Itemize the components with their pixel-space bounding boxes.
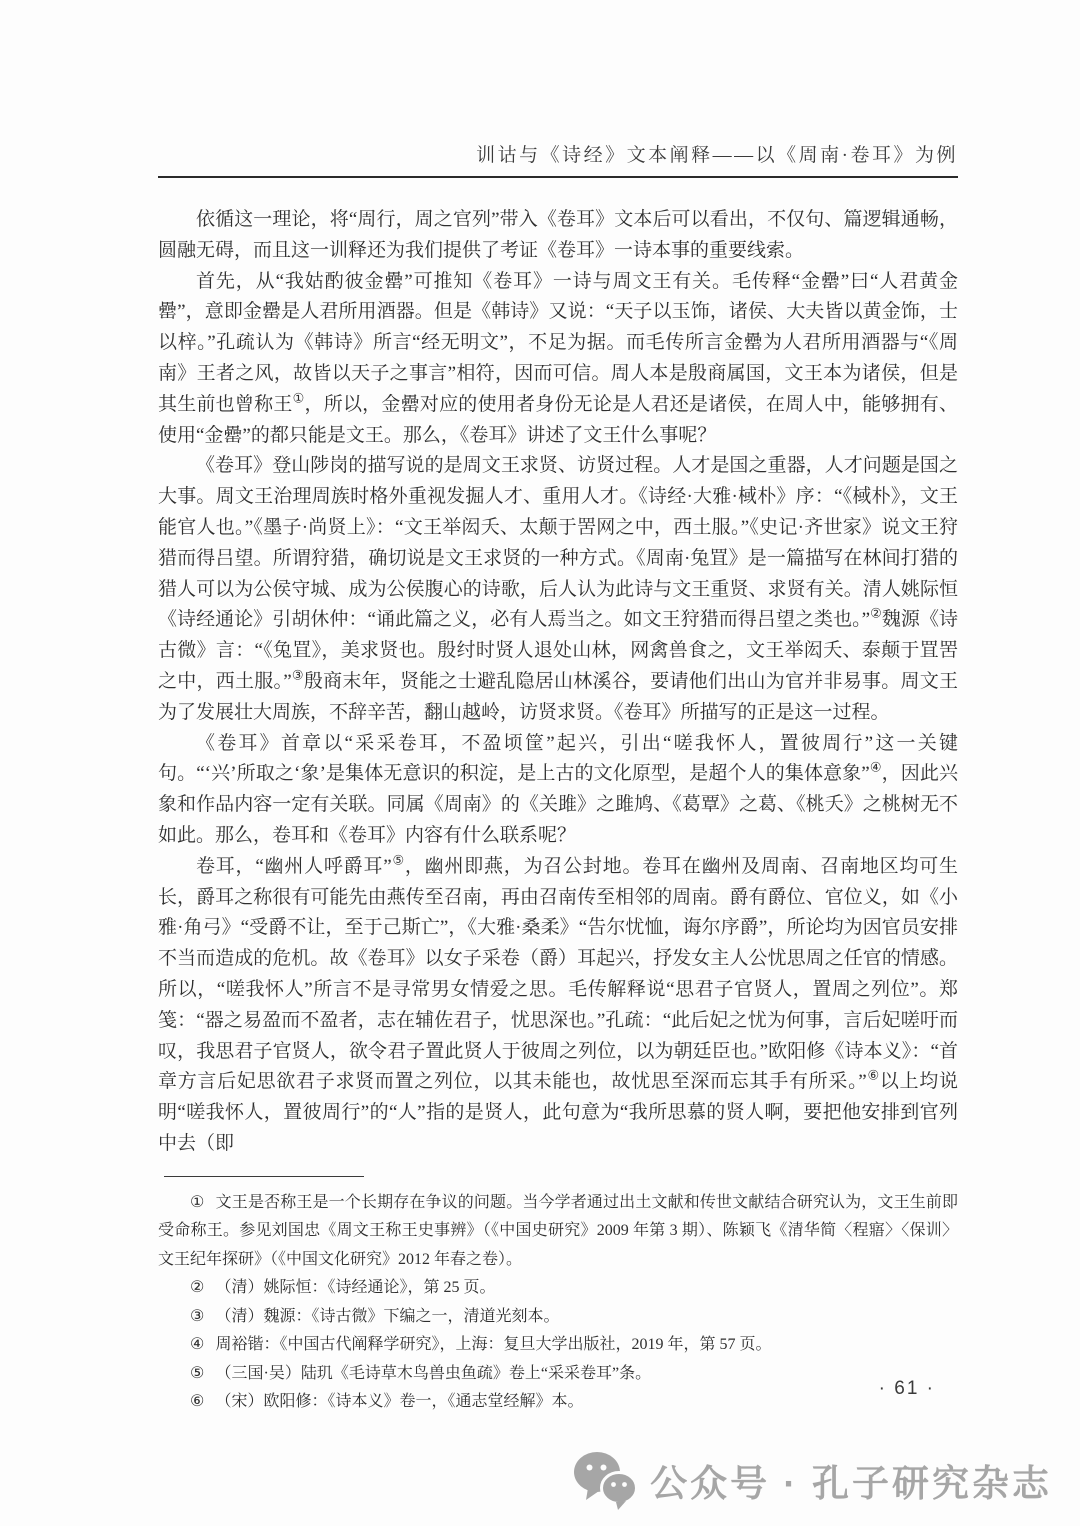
footnote-text: 周裕锴：《中国古代阐释学研究》，上海：复旦大学出版社，2019 年，第 57 页。 — [215, 1336, 772, 1354]
footnote-item — [158, 1189, 958, 1275]
article-body — [158, 205, 958, 1160]
footnote-marker: ② — [190, 1279, 205, 1297]
header-rule — [158, 176, 958, 178]
footnote-text: （清）姚际恒：《诗经通论》，第 25 页。 — [215, 1279, 496, 1297]
footnote-item — [158, 1303, 958, 1332]
wechat-banner — [572, 1450, 1052, 1510]
footnote-separator — [164, 1176, 364, 1177]
footnote-text: （宋）欧阳修：《诗本义》卷一，《通志堂经解》本。 — [215, 1393, 584, 1411]
page-content — [158, 140, 958, 1417]
footnote-marker: ④ — [190, 1336, 205, 1354]
wechat-icon — [572, 1450, 638, 1510]
page-number: · 61 · — [878, 1378, 935, 1399]
footnote-item — [158, 1388, 958, 1417]
body-paragraph: 卷耳，“幽州人呼爵耳”⑤，幽州即燕，为召公封地。卷耳在幽州及周南、召南地区均可生长，爵耳之称很有可能先由燕传至召南，再由召南传至相邻的周南。爵有爵位、官位义，如《小雅·角弓》“受爵不让，至于己斯亡”，《大雅·桑柔》“告尔忧恤，诲尔序爵”，所论均为因官员安排不当而造成的危机。故《卷耳》以女子采卷（爵）耳起兴，抒发女主人公忧思周之任官的情感。所以，“嗟我怀人”所言不是寻常男女情爱之思。毛传解释说“思君子官贤人，置周之列位”。郑笺：“器之易盈而不盈者，志在辅佐君子，忧思深也。”孔疏：“此后妃之忧为何事，言后妃嗟吁而叹，我思君子官贤人，欲令君子置此贤人于彼周之列位，以为朝廷臣也。”欧阳修《诗本义》：“首章方言后妃思欲君子求贤而置之列位，以其未能也，故忧思至深而忘其手有所采。”⑥以上均说明“嗟我怀人，置彼周行”的“人”指的是贤人，此句意为“我所思慕的贤人啊，要把他安排到官列中去（即 — [158, 852, 958, 1154]
footnote-text: （清）魏源：《诗古微》下编之一，清道光刻本。 — [215, 1307, 560, 1325]
banner-text: 公众号 · 孔子研究杂志 — [650, 1463, 1052, 1504]
body-paragraph: 依循这一理论，将“周行，周之官列”带入《卷耳》文本后可以看出，不仅句、篇逻辑通畅，圆融无碍，而且这一训释还为我们提供了考证《卷耳》一诗本事的重要线索。 — [158, 209, 958, 261]
body-paragraph: 首先，从“我姑酌彼金罍”可推知《卷耳》一诗与周文王有关。毛传释“金罍”曰“人君黄金罍”，意即金罍是人君所用酒器。但是《韩诗》又说：“天子以玉饰，诸侯、大夫皆以黄金饰，士以梓。”孔疏认为《韩诗》所言“经无明文”，不足为据。而毛传所言金罍为人君所用酒器与“《周南》王者之风，故皆以天子之事言”相符，因而可信。周人本是殷商属国，文王本为诸侯，但是其生前也曾称王①，所以，金罍对应的使用者身份无论是人君还是诸侯，在周人中，能够拥有、使用“金罍”的都只能是文王。那么，《卷耳》讲述了文王什么事呢？ — [158, 270, 958, 446]
footnote-text: （三国·吴）陆玑《毛诗草木鸟兽虫鱼疏》卷上“采采卷耳”条。 — [215, 1364, 652, 1382]
running-head-title: 训诂与《诗经》文本阐释——以《周南·卷耳》为例 — [476, 145, 958, 166]
footnote-marker: ⑤ — [190, 1364, 205, 1382]
footnote-item — [158, 1274, 958, 1303]
body-paragraph: 《卷耳》首章以“采采卷耳，不盈顷筐”起兴，引出“嗟我怀人，置彼周行”这一关键句。“‘兴’所取之‘象’是集体无意识的积淀，是上古的文化原型，是超个人的集体意象”④，因此兴象和作品内容一定有关联。同属《周南》的《关雎》之雎鸠、《葛覃》之葛、《桃夭》之桃树无不如此。那么，卷耳和《卷耳》内容有什么联系呢？ — [158, 732, 958, 846]
footnote-marker: ⑥ — [190, 1393, 205, 1411]
footnote-marker: ③ — [190, 1307, 205, 1325]
footnote-item — [158, 1360, 958, 1389]
footnote-marker: ① — [190, 1193, 205, 1211]
footnote-item — [158, 1331, 958, 1360]
body-paragraph: 《卷耳》登山陟岗的描写说的是周文王求贤、访贤过程。人才是国之重器，人才问题是国之大事。周文王治理周族时格外重视发掘人才、重用人才。《诗经·大雅·棫朴》序：“《棫朴》，文王能官人也。”《墨子·尚贤上》：“文王举闳夭、太颠于罟网之中，西土服。”《史记·齐世家》说文王狩猎而得吕望。所谓狩猎，确切说是文王求贤的一种方式。《周南·兔罝》是一篇描写在林间打猎的猎人可以为公侯守城、成为公侯腹心的诗歌，后人认为此诗与文王重贤、求贤有关。清人姚际恒《诗经通论》引胡休仲：“诵此篇之义，必有人焉当之。如文王狩猎而得吕望之类也。”②魏源《诗古微》言：“《兔罝》，美求贤也。殷纣时贤人退处山林，网禽兽食之，文王举闳夭、泰颠于罝罟之中，西土服。”③殷商末年，贤能之士避乱隐居山林溪谷，要请他们出山为官并非易事。周文王为了发展壮大周族，不辞辛苦，翻山越岭，访贤求贤。《卷耳》所描写的正是这一过程。 — [158, 455, 958, 723]
footnote-text: 文王是否称王是一个长期存在争议的问题。当今学者通过出土文献和传世文献结合研究认为，文王生前即受命称王。参见刘国忠《周文王称王史事辨》（《中国史研究》2009 年第 3 期）、陈颖飞《清华简〈程寤〉〈保训〉文王纪年探研》（《中国文化研究》2012 年春之卷）。 — [158, 1193, 958, 1268]
footnote-block — [158, 1189, 958, 1417]
